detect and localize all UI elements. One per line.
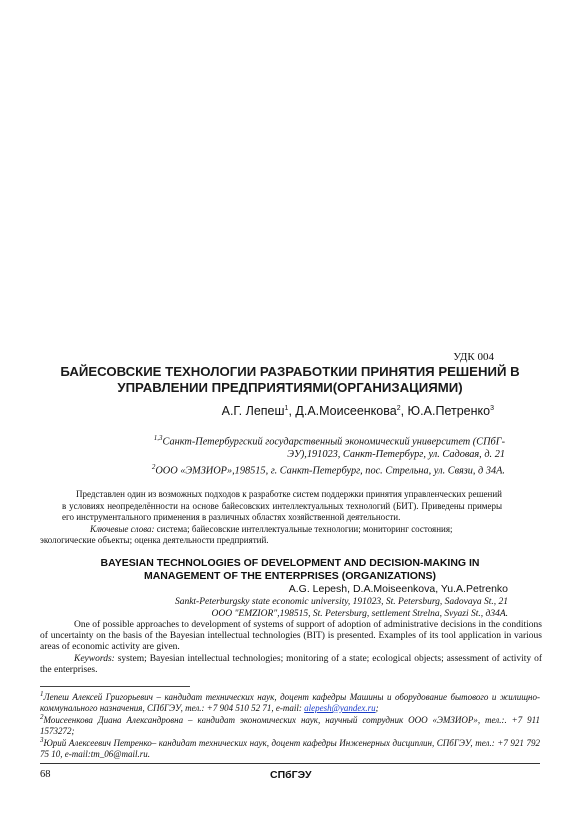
author-3-sup: 3: [490, 404, 494, 412]
footnote-2-text: Моисеенкова Диана Александровна – кандидат экономических наук, научный сотрудник ООО «ЭМЗИОР», тел.:. +7 911 1573272;: [40, 715, 540, 736]
journal-name: СПбГЭУ: [270, 769, 312, 781]
footnote-1-end: ;: [375, 703, 379, 713]
footnote-1-email-link[interactable]: alepesh@yandex.ru: [304, 703, 376, 713]
footnote-3-sup: 3: [40, 736, 44, 744]
affiliation-1-line-1: Санкт-Петербургский государственный экономический университет (СПбГ-: [162, 436, 505, 448]
author-2: , Д.А.Моисеенкова: [288, 404, 397, 418]
title-ru-line-1: БАЙЕСОВСКИЕ ТЕХНОЛОГИИ РАЗРАБОТКИИ ПРИНЯТИЯ РЕШЕНИЙ В: [60, 364, 520, 379]
footnote-2: [40, 712, 540, 737]
author-3: , Ю.А.Петренко: [400, 404, 491, 418]
article-title-ru: [40, 364, 540, 396]
affiliation-en-1: Sankt-Peterburgsky state economic university, 191023, St. Petersburg, Sadovaya St., 21: [174, 597, 508, 607]
footnote-1: [40, 689, 540, 714]
abstract-en-text: One of possible approaches to development of systems of support of adoption of administrative decisions in the conditions of uncertainty on the basis of the Bayesian intellectual technologies (BIT) is presented. Examples of its tool application in various areas of economic activity are given.: [40, 620, 542, 653]
abstract-ru: [40, 489, 502, 547]
title-en-line-2: MANAGEMENT OF THE ENTERPRISES (ORGANIZATIONS): [143, 570, 437, 582]
affiliation-1-line-2: ЭУ),191023, Санкт-Петербург, ул. Садовая, д. 21: [287, 449, 505, 461]
page-footer-rule: [40, 763, 540, 764]
affiliation-ru-1: [95, 432, 505, 478]
keywords-en: [40, 654, 542, 676]
footnote-divider: [40, 686, 190, 687]
title-ru-line-2: УПРАВЛЕНИИ ПРЕДПРИЯТИЯМИ(ОРГАНИЗАЦИЯМИ): [117, 380, 463, 395]
keywords-en-label: Keywords:: [74, 653, 115, 664]
authors-en: A.G. Lepesh, D.A.Moiseenkova, Yu.A.Petrenko: [288, 583, 508, 595]
abstract-en: [40, 620, 542, 676]
footnote-3-text: Юрий Алексеевич Петренко– кандидат технических наук, доцент кафедры Инженерных дисциплин, СПбГЭУ, тел.: +7 921 792 75 10, e-mail:tm_06@mail.ru.: [40, 738, 540, 759]
keywords-en-text: system; Bayesian intellectual technologies; monitoring of a state; ecological objects; assessment of activity of the enterprises.: [40, 653, 542, 675]
keywords-ru-text-2: экологические объекты; оценка деятельности предприятий.: [40, 535, 269, 545]
page-number: 68: [40, 769, 51, 780]
udk-code: УДК 004: [453, 351, 494, 363]
footnote-2-sup: 2: [40, 713, 44, 721]
title-en-line-1: BAYESIAN TECHNOLOGIES OF DEVELOPMENT AND DECISION-MAKING IN: [100, 557, 480, 569]
footnote-1-sup: 1: [40, 690, 44, 698]
footnote-3: [40, 735, 540, 760]
article-title-en: [40, 557, 540, 583]
authors-ru: [222, 404, 494, 418]
author-1-sup: 1: [284, 404, 289, 412]
abstract-ru-text: Представлен один из возможных подходов к разработке систем поддержки принятия управленческих решений в условиях неопределённости на основе байесовских интеллектуальных технологий (БИТ). Приведены примеры его инструментального применения в различных областях хозяйственной деятельности.: [62, 489, 502, 522]
affiliation-1-sup: 1,3: [153, 434, 163, 442]
keywords-ru-text-1: система; байесовские интеллектуальные технологии; мониторинг состояния;: [154, 523, 453, 534]
affiliation-2-sup: 2: [151, 463, 156, 472]
affiliation-en-2: OOO "EMZIOR",198515, St. Petersburg, settlement Strelna, Svyazi St., д34A.: [211, 609, 508, 619]
footnote-1-text: Лепеш Алексей Григорьевич – кандидат технических наук, доцент кафедры Машины и оборудование бытового и жилищно-коммунального назначения, СПбГЭУ, тел.: +7 904 510 52 71, e-mail:: [40, 692, 540, 713]
author-1: А.Г. Лепеш: [221, 404, 285, 418]
keywords-ru: [62, 524, 502, 536]
affiliation-2-line: ООО «ЭМЗИОР»,198515, г. Санкт-Петербург, пос. Стрельна, ул. Связи, д 34А.: [155, 465, 505, 477]
author-2-sup: 2: [396, 404, 401, 412]
keywords-ru-label: Ключевые слова:: [90, 523, 155, 534]
